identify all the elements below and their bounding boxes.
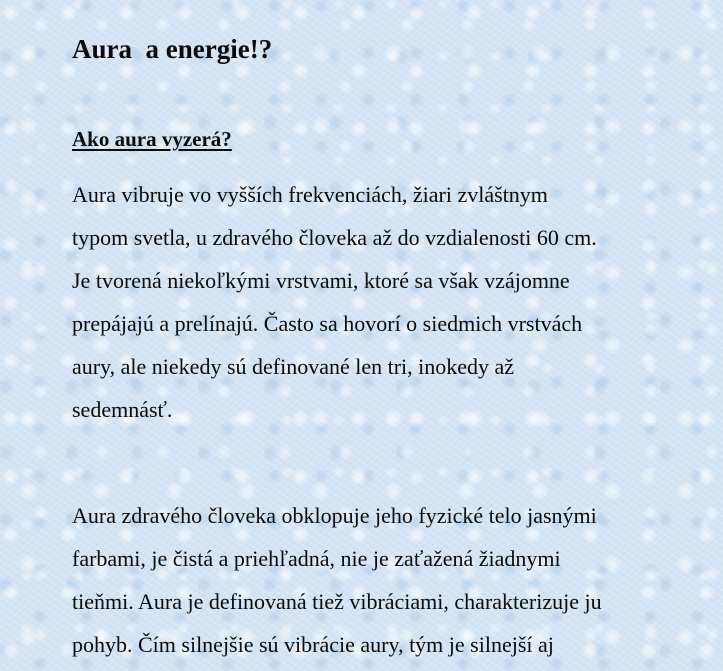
paragraph-line: prepájajú a prelínajú. Často sa hovorí o siedmich vrstvách xyxy=(72,311,583,336)
paragraph-line: Aura zdravého človeka obklopuje jeho fyzické telo jasnými xyxy=(72,503,597,528)
paragraph-aura-description xyxy=(72,173,682,431)
paragraph-line: typom svetla, u zdravého človeka až do vzdialenosti 60 cm. xyxy=(72,225,597,250)
paragraph-healthy-aura xyxy=(72,494,682,666)
paragraph-line: aury, ale niekedy sú definované len tri, inokedy až xyxy=(72,354,515,379)
paragraph-line: farbami, je čistá a priehľadná, nie je zaťažená žiadnymi xyxy=(72,546,561,571)
page-title: Aura a energie!? xyxy=(72,34,273,64)
section-heading: Ako aura vyzerá? xyxy=(72,127,232,151)
paragraph-line: tieňmi. Aura je definovaná tiež vibráciami, charakterizuje ju xyxy=(72,589,602,614)
paragraph-line: pohyb. Čím silnejšie sú vibrácie aury, tým je silnejší aj xyxy=(72,632,554,657)
paragraph-line: sedemnásť. xyxy=(72,397,173,422)
paragraph-line: Aura vibruje vo vyšších frekvenciách, žiari zvláštnym xyxy=(72,182,548,207)
paragraph-line: Je tvorená niekoľkými vrstvami, ktoré sa však vzájomne xyxy=(72,268,570,293)
